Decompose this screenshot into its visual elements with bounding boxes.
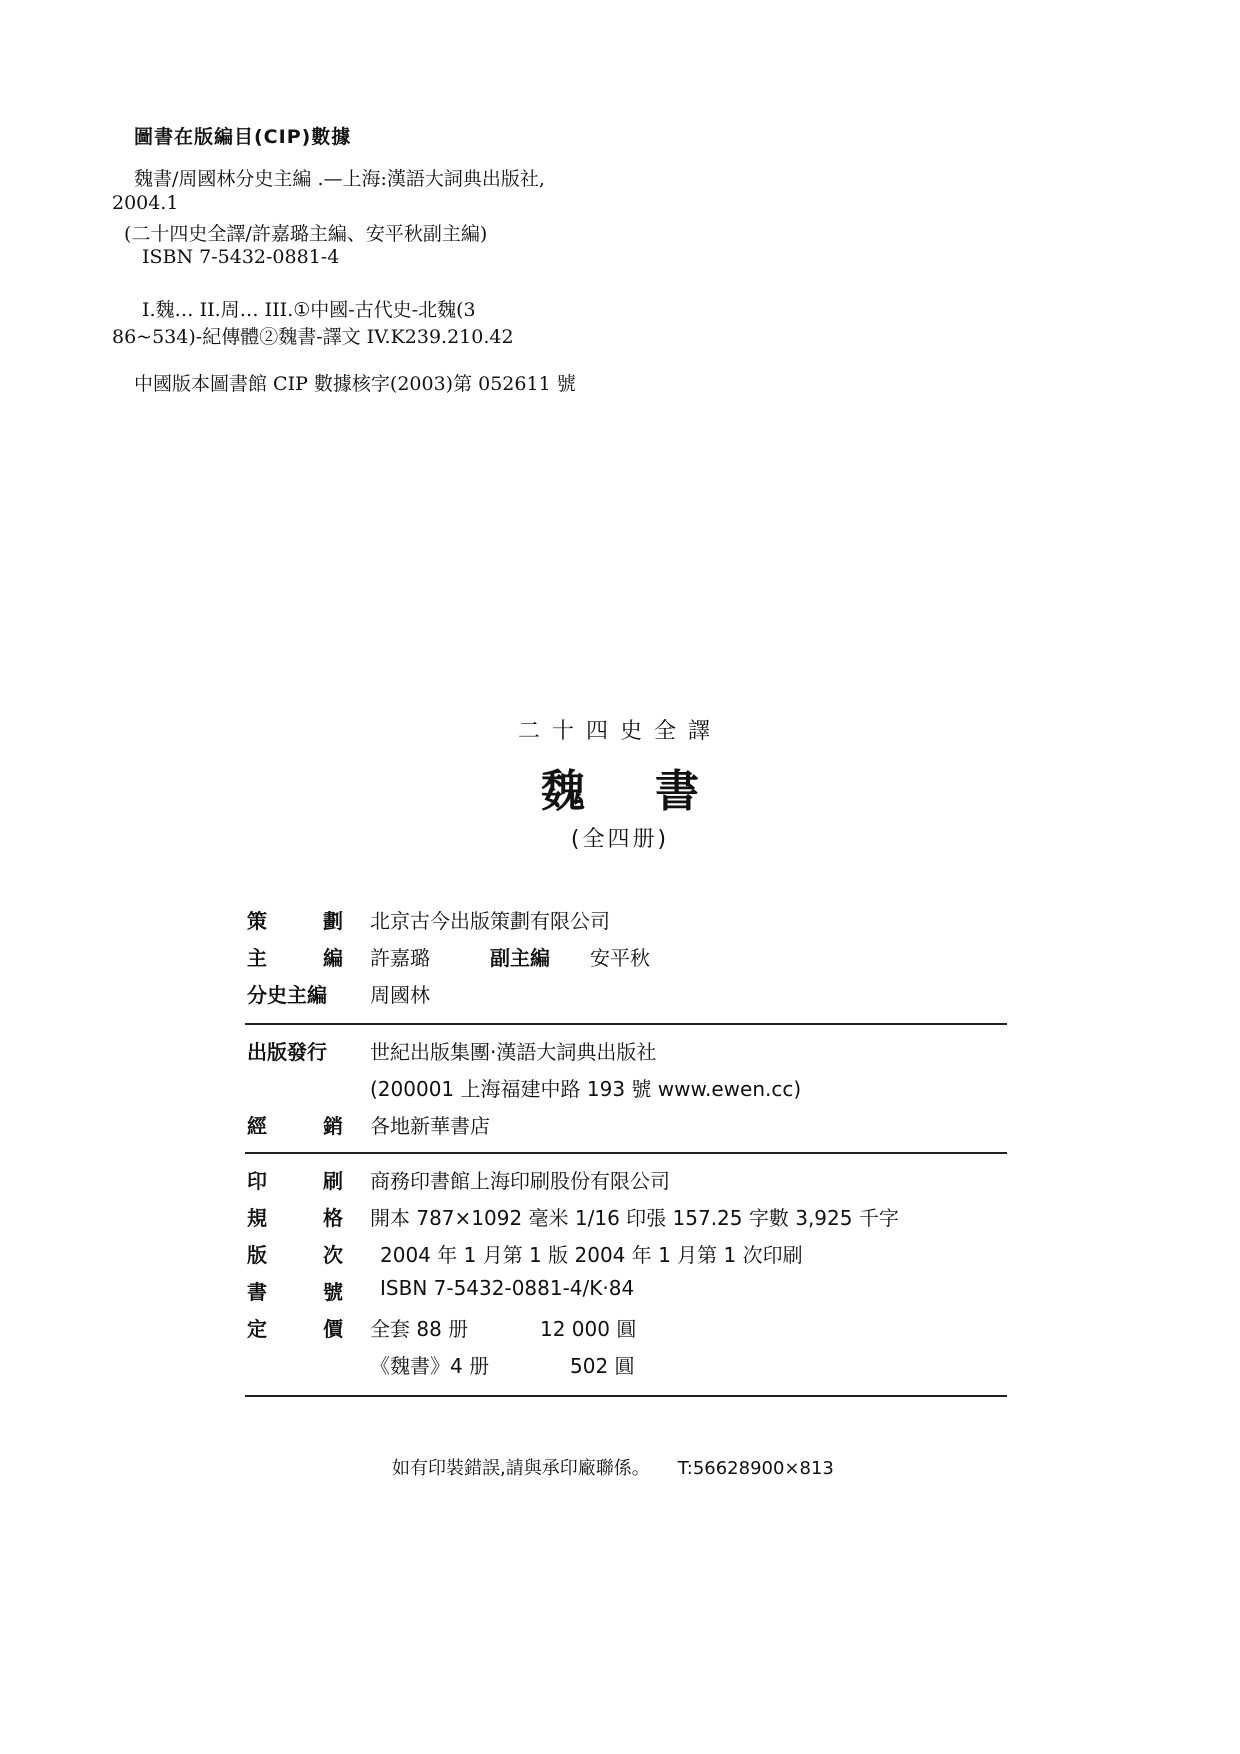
distributor-value: 各地新華書店	[370, 1114, 490, 1138]
deputy-editor-label: 副主編	[490, 946, 550, 970]
cip-line-2: 2004.1	[112, 192, 179, 214]
price-set-count: 全套 88 册	[370, 1317, 469, 1341]
publisher-label: 出版發行	[247, 1040, 327, 1064]
sub-editor-value: 周國林	[370, 983, 430, 1007]
series-title: 二十四史全譯	[517, 719, 722, 744]
misprint-note: 如有印裝錯誤,請與承印廠聯係。	[392, 1458, 650, 1479]
deputy-editor-value: 安平秋	[590, 946, 650, 970]
divider-1	[245, 1023, 1007, 1025]
editor-value: 許嘉璐	[370, 946, 430, 970]
price-book-count: 《魏書》4 册	[370, 1354, 490, 1378]
sub-editor-label: 分史主編	[247, 983, 327, 1007]
cip-line-5: I.魏… II.周… III.①中國-古代史-北魏(3	[142, 299, 476, 321]
footer-note	[392, 1454, 834, 1480]
volume-count: (全四册)	[570, 827, 670, 852]
publisher-address: (200001 上海福建中路 193 號 www.ewen.cc)	[370, 1077, 802, 1101]
cip-heading: 圖書在版編目(CIP)數據	[134, 126, 352, 148]
specs-value: 開本 787×1092 毫米 1/16 印張 157.25 字數 3,925 千字	[370, 1206, 899, 1230]
divider-2	[245, 1152, 1007, 1154]
price-set-value: 12 000 圓	[540, 1317, 637, 1341]
book-title: 魏書	[541, 766, 769, 817]
editor-label: 主 編	[247, 946, 343, 970]
isbn-value: ISBN 7-5432-0881-4/K·84	[380, 1276, 635, 1300]
contact-phone: T:56628900×813	[677, 1458, 834, 1479]
planning-value: 北京古今出版策劃有限公司	[370, 909, 610, 933]
printer-label: 印 刷	[247, 1169, 343, 1193]
cip-line-4: ISBN 7-5432-0881-4	[142, 246, 340, 268]
cip-line-1: 魏書/周國林分史主編 .—上海:漢語大詞典出版社,	[134, 168, 545, 190]
publisher-value: 世紀出版集團·漢語大詞典出版社	[370, 1040, 657, 1064]
cip-line-7: 中國版本圖書館 CIP 數據核字(2003)第 052611 號	[134, 373, 576, 395]
cip-line-3: (二十四史全譯/許嘉璐主編、安平秋副主編)	[124, 223, 488, 245]
price-label: 定 價	[247, 1317, 343, 1341]
distributor-label: 經 銷	[247, 1114, 343, 1138]
printer-value: 商務印書館上海印刷股份有限公司	[370, 1169, 670, 1193]
edition-label: 版 次	[247, 1243, 343, 1267]
planning-label: 策 劃	[247, 909, 343, 933]
divider-3	[245, 1395, 1007, 1397]
price-book-value: 502 圓	[570, 1354, 635, 1378]
edition-value: 2004 年 1 月第 1 版 2004 年 1 月第 1 次印刷	[380, 1243, 803, 1267]
isbn-label: 書 號	[247, 1280, 343, 1304]
cip-line-6: 86~534)-紀傳體②魏書-譯文 IV.K239.210.42	[112, 326, 514, 348]
specs-label: 規 格	[247, 1206, 343, 1230]
